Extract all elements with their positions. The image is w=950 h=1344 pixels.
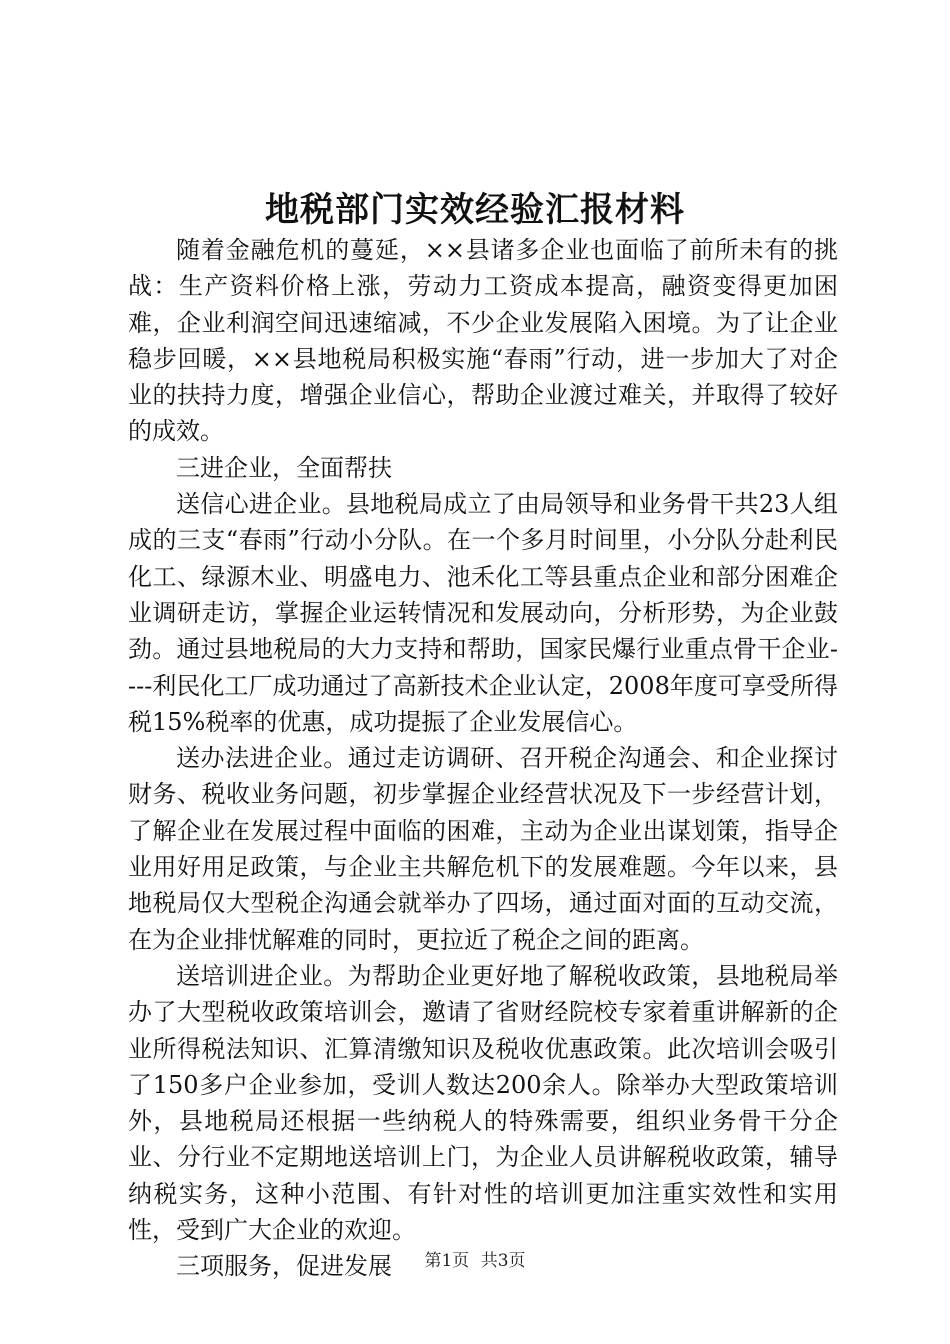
paragraph-training: 送培训进企业。为帮助企业更好地了解税收政策，县地税局举办了大型税收政策培训会，邀请了省财经院校专家着重讲解新的企业所得税法知识、汇算清缴知识及税收优惠政策。此次培训会吸引了150多户企业参加，受训人数达200余人。除举办大型政策培训外，县地税局还根据一些纳税人的特殊需要，组织业务骨干分企业、分行业不定期地送培训上门，为企业人员讲解税收政策，辅导纳税实务，这种小范围、有针对性的培训更加注重实效性和实用性，受到广大企业的欢迎。 (128, 961, 838, 1245)
document-body (128, 232, 838, 1285)
paragraph-confidence: 送信心进企业。县地税局成立了由局领导和业务骨干共23人组成的三支“春雨”行动小分队。在一个多月时间里，小分队分赴利民化工、绿源木业、明盛电力、池禾化工等县重点企业和部分困难企业调研走访，掌握企业运转情况和发展动向，分析形势，为企业鼓劲。通过县地税局的大力支持和帮助，国家民爆行业重点骨干企业----利民化工厂成功通过了高新技术企业认定，2008年度可享受所得税15%税率的优惠，成功提振了企业发展信心。 (128, 490, 838, 736)
document-title: 地税部门实效经验汇报材料 (265, 190, 685, 230)
section-heading-three-visits: 三进企业，全面帮扶 (176, 453, 392, 482)
paragraph-intro: 随着金融危机的蔓延，××县诸多企业也面临了前所未有的挑战：生产资料价格上涨，劳动力工资成本提高，融资变得更加困难，企业利润空间迅速缩减，不少企业发展陷入困境。为了让企业稳步回暖，××县地税局积极实施“春雨”行动，进一步加大了对企业的扶持力度，增强企业信心，帮助企业渡过难关，并取得了较好的成效。 (128, 236, 838, 446)
section-heading-three-services: 三项服务，促进发展 (176, 1252, 392, 1281)
page-footer: 第1页 共3页 (424, 1251, 526, 1271)
paragraph-methods: 送办法进企业。通过走访调研、召开税企沟通会、和企业探讨财务、税收业务问题，初步掌握企业经营状况及下一步经营计划，了解企业在发展过程中面临的困难，主动为企业出谋划策，指导企业用好用足政策，与企业主共解危机下的发展难题。今年以来，县地税局仅大型税企沟通会就举办了四场，通过面对面的互动交流，在为企业排忧解难的同时，更拉近了税企之间的距离。 (128, 744, 838, 954)
